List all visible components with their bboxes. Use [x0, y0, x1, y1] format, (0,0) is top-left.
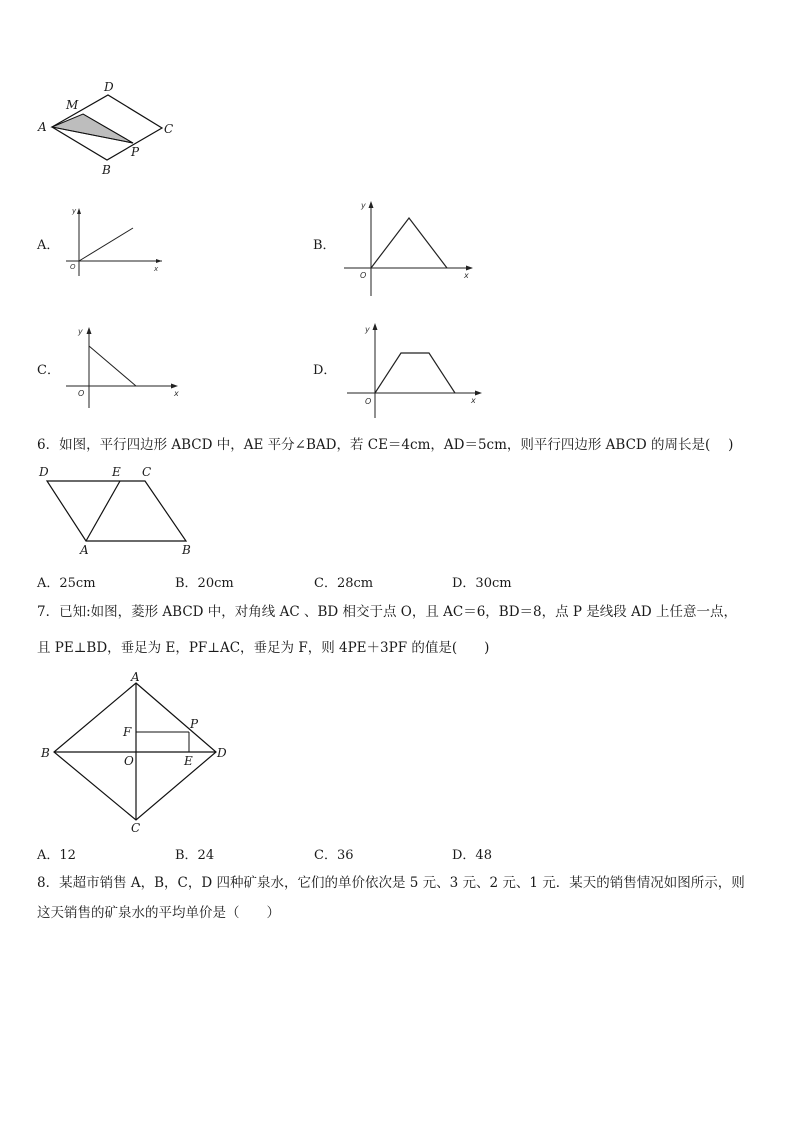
- x-label: x: [471, 396, 476, 405]
- q7-option-b[interactable]: B．24: [175, 848, 215, 863]
- q6-option-d[interactable]: D．30cm: [452, 576, 512, 591]
- label-b: B: [182, 543, 191, 557]
- q7-stem-line1: 7．已知:如图，菱形 ABCD 中，对角线 AC 、BD 相交于点 O，且 AC＝6，BD＝8，点 P 是线段 AD 上任意一点，: [37, 604, 737, 620]
- y-arrow-icon: [369, 201, 374, 208]
- q5-option-c-label[interactable]: C．: [37, 363, 60, 378]
- graph-line: [375, 353, 455, 393]
- q7-stem-line2: 且 PE⊥BD，垂足为 E，PF⊥AC，垂足为 F，则 4PE＋3PF 的值是( ): [37, 640, 490, 656]
- label-a: A: [80, 543, 89, 557]
- q6-option-b[interactable]: B．20cm: [175, 576, 234, 591]
- shaded-triangle-amp: [52, 114, 133, 143]
- label-c: C: [131, 821, 141, 835]
- y-label: y: [78, 327, 83, 336]
- parallelogram-outline: [47, 481, 186, 541]
- segment-ae: [86, 481, 120, 541]
- x-arrow-icon: [475, 391, 482, 396]
- x-arrow-icon: [171, 384, 178, 389]
- q5-rhombus-figure: [30, 78, 190, 178]
- label-d: D: [104, 80, 114, 94]
- label-p: P: [131, 145, 140, 159]
- label-c: C: [142, 465, 152, 479]
- label-a: A: [131, 670, 140, 684]
- label-c: C: [164, 122, 174, 136]
- label-d: D: [39, 465, 49, 479]
- label-b: B: [41, 746, 50, 760]
- graph-line: [89, 346, 136, 386]
- q7-option-a[interactable]: A．12: [37, 848, 76, 863]
- y-arrow-icon: [77, 208, 81, 214]
- y-label: y: [365, 325, 370, 334]
- q7-rhombus-figure: [38, 670, 238, 835]
- q5-option-b-label[interactable]: B．: [313, 238, 336, 253]
- origin-label: O: [365, 397, 372, 406]
- label-e: E: [184, 754, 193, 768]
- graph-line: [79, 228, 133, 261]
- y-label: y: [72, 207, 77, 215]
- origin-label: O: [78, 389, 85, 398]
- label-m: M: [66, 98, 79, 112]
- q6-stem: 6．如图，平行四边形 ABCD 中，AE 平分∠BAD，若 CE＝4cm，AD＝5cm，则平行四边形 ABCD 的周长是( ): [37, 437, 734, 453]
- q5-option-d-graph: [345, 320, 490, 420]
- label-o: O: [124, 754, 134, 768]
- y-arrow-icon: [373, 323, 378, 330]
- x-label: x: [154, 265, 159, 273]
- q6-option-a[interactable]: A．25cm: [37, 576, 96, 591]
- origin-label: O: [70, 263, 76, 271]
- y-label: y: [361, 201, 366, 210]
- label-p: P: [190, 717, 199, 731]
- q7-option-d[interactable]: D．48: [452, 848, 492, 863]
- label-a: A: [38, 120, 47, 134]
- q5-option-c-graph: [64, 324, 184, 412]
- label-e: E: [112, 465, 121, 479]
- x-label: x: [174, 389, 179, 398]
- q5-option-b-graph: [342, 198, 482, 300]
- q6-option-c[interactable]: C．28cm: [314, 576, 374, 591]
- q5-option-d-label[interactable]: D．: [313, 363, 337, 378]
- q8-stem-line2: 这天销售的矿泉水的平均单价是（ ）: [37, 905, 280, 921]
- label-f: F: [123, 725, 132, 739]
- x-arrow-icon: [466, 266, 473, 271]
- x-label: x: [464, 271, 469, 280]
- label-d: D: [217, 746, 227, 760]
- q5-option-a-label[interactable]: A．: [37, 238, 60, 253]
- x-arrow-icon: [156, 259, 162, 263]
- label-b: B: [102, 163, 111, 177]
- q7-option-c[interactable]: C．36: [314, 848, 354, 863]
- origin-label: O: [360, 271, 367, 280]
- graph-line: [371, 218, 447, 268]
- q8-stem-line1: 8．某超市销售 A，B，C，D 四种矿泉水，它们的单价依次是 5 元、3 元、2 元、1 元．某天的销售情况如图所示，则: [37, 875, 745, 891]
- q6-parallelogram-figure: [34, 461, 204, 561]
- y-arrow-icon: [87, 327, 92, 334]
- q5-option-a-graph: [62, 204, 172, 284]
